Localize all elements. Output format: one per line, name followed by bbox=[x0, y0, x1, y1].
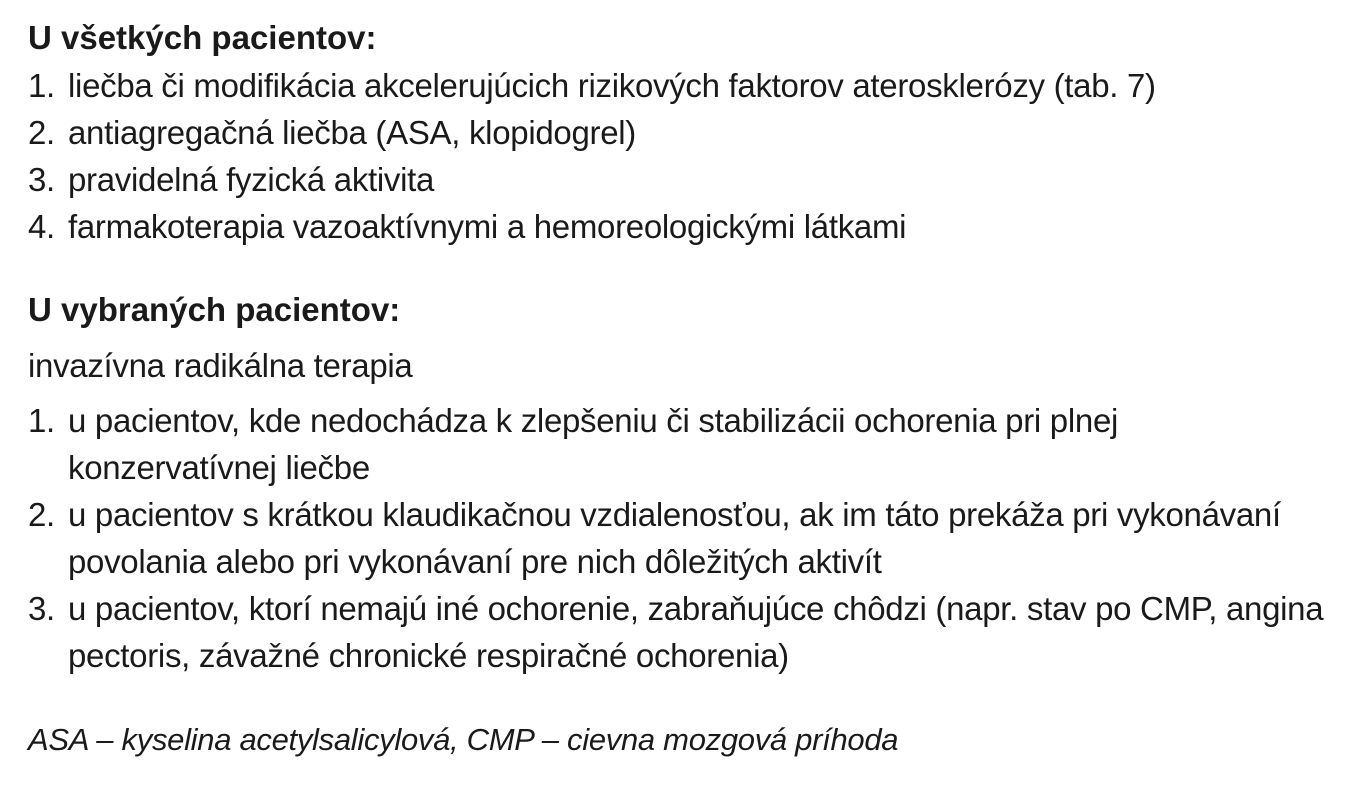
list-item-text: antiagregačná liečba (ASA, klopidogrel) bbox=[68, 114, 636, 151]
document bbox=[28, 14, 1328, 763]
list-item-number: 3. bbox=[28, 590, 55, 627]
section-spacer bbox=[28, 334, 1328, 342]
list-item-text: pravidelná fyzická aktivita bbox=[68, 161, 435, 198]
list-item bbox=[28, 585, 1328, 679]
list-item-text: farmakoterapia vazoaktívnymi a hemoreologickými látkami bbox=[68, 208, 907, 245]
list-item-text: u pacientov s krátkou klaudikačnou vzdialenosťou, ak im táto prekáža pri vykonávaní povolania alebo pri vykonávaní pre nich dôležitých aktivít bbox=[68, 496, 1281, 580]
selected-patients-list bbox=[28, 397, 1328, 679]
list-item-number: 1. bbox=[28, 67, 55, 104]
list-item bbox=[28, 397, 1328, 491]
section-spacer bbox=[28, 389, 1328, 397]
list-item bbox=[28, 203, 1328, 250]
list-item-number: 1. bbox=[28, 402, 55, 439]
list-item bbox=[28, 156, 1328, 203]
section-heading-all-patients: U všetkých pacientov: bbox=[28, 19, 377, 56]
list-item-number: 4. bbox=[28, 208, 55, 245]
section-spacer bbox=[28, 250, 1328, 286]
all-patients-list bbox=[28, 62, 1328, 250]
list-item-text: u pacientov, ktorí nemajú iné ochorenie, zabraňujúce chôdzi (napr. stav po CMP, angina pectoris, závažné chronické respiračné ochorenia) bbox=[68, 590, 1324, 674]
section-heading-selected-patients: U vybraných pacientov: bbox=[28, 291, 401, 328]
list-item-number: 2. bbox=[28, 496, 55, 533]
list-item-text: liečba či modifikácia akcelerujúcich rizikových faktorov aterosklerózy (tab. 7) bbox=[68, 67, 1156, 104]
list-item bbox=[28, 62, 1328, 109]
list-item bbox=[28, 109, 1328, 156]
list-item bbox=[28, 491, 1328, 585]
section-subheading: invazívna radikálna terapia bbox=[28, 347, 413, 384]
list-item-number: 2. bbox=[28, 114, 55, 151]
list-item-text: u pacientov, kde nedochádza k zlepšeniu či stabilizácii ochorenia pri plnej konzervatívnej liečbe bbox=[68, 402, 1119, 486]
list-item-number: 3. bbox=[28, 161, 55, 198]
section-spacer bbox=[28, 679, 1328, 717]
footnote: ASA – kyselina acetylsalicylová, CMP – cievna mozgová príhoda bbox=[28, 722, 899, 757]
